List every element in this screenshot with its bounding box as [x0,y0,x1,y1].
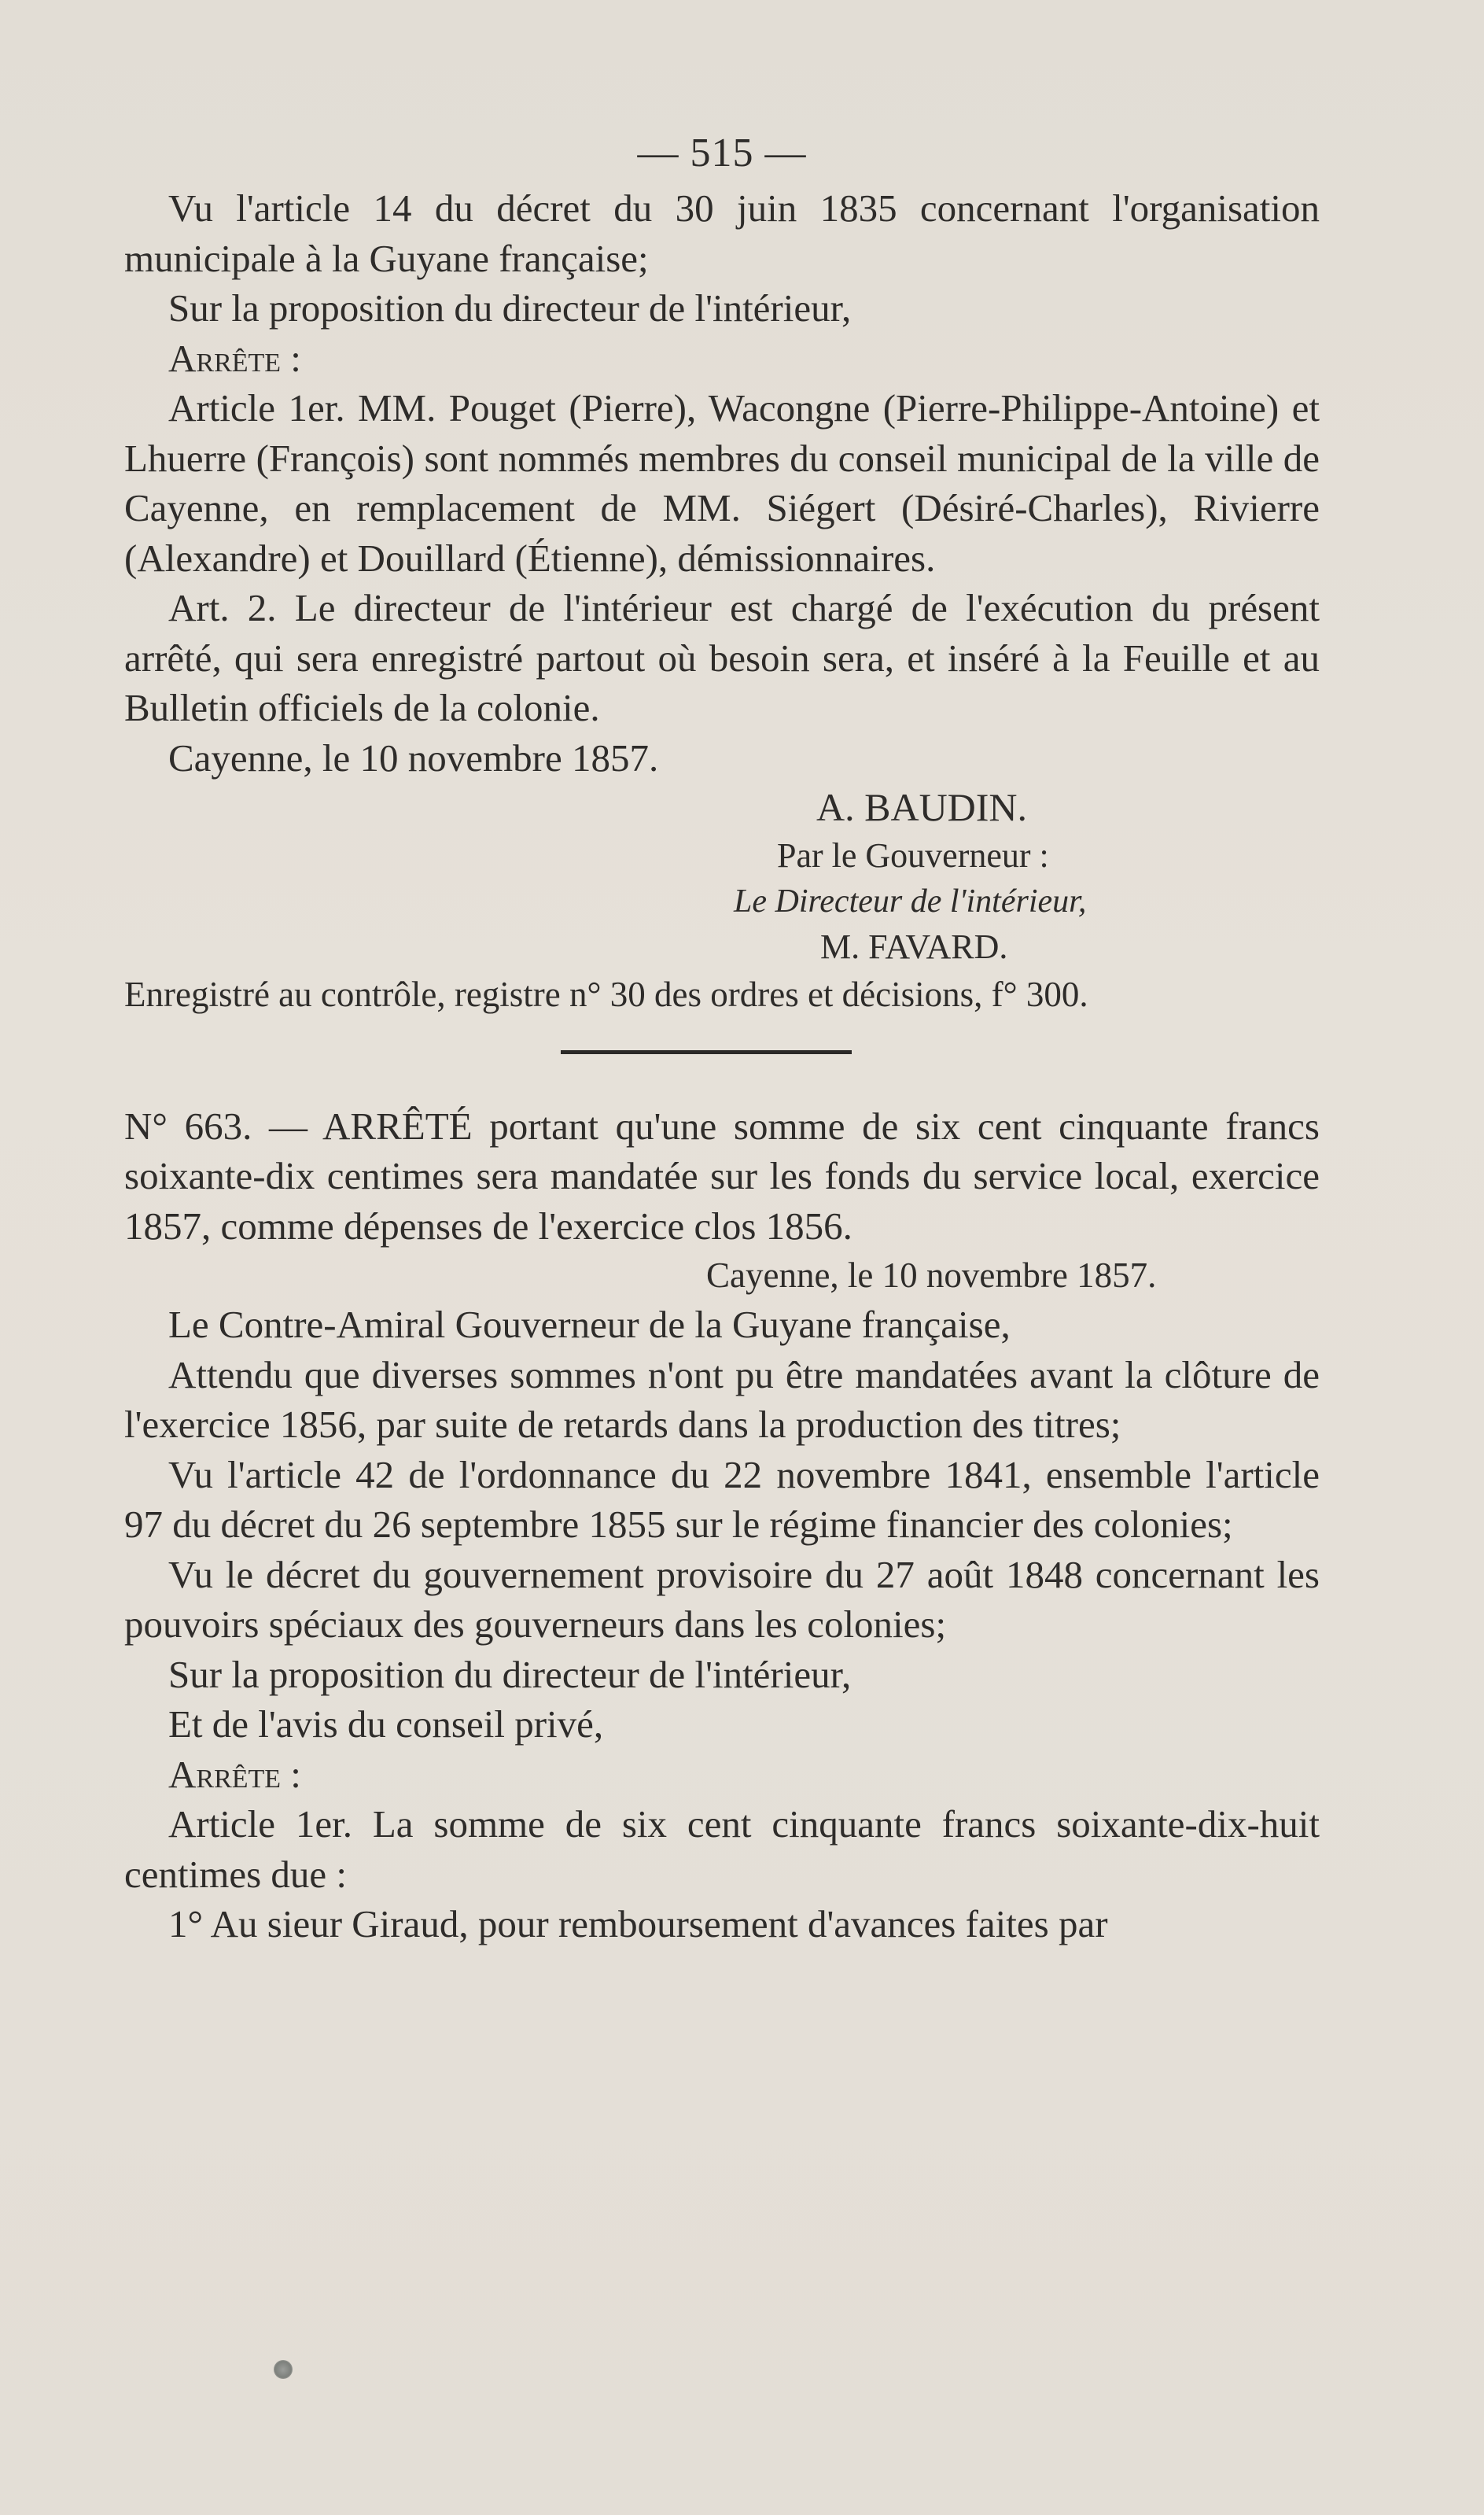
arrete-label-1: Arrête : [168,336,301,380]
section-divider [561,1050,852,1054]
paragraph-vu-decret-1848: Vu le décret du gouvernement provisoire du 27 août 1848 concernant les pouvoirs spéciaux des gouverneurs dans les colonies; [124,1552,1320,1646]
article-1-second-act: Article 1er. La somme de six cent cinquante francs soixante-dix-huit centimes due : [124,1802,1320,1896]
page-number: — 515 — [637,131,807,175]
director-name: M. FAVARD. [820,927,1008,966]
ink-blot-mark [274,2360,293,2379]
signature-baudin: A. BAUDIN. [816,785,1028,829]
paragraph-vu-article-14: Vu l'article 14 du décret du 30 juin 1835 concernant l'organisation municipale à la Guyane française; [124,186,1320,280]
paragraph-vu-article-42: Vu l'article 42 de l'ordonnance du 22 novembre 1841, ensemble l'article 97 du décret du 26 septembre 1855 sur le régime financier des colonies; [124,1452,1320,1546]
paragraph-contre-amiral: Le Contre-Amiral Gouverneur de la Guyane française, [168,1303,1011,1346]
place-date-first-act: Cayenne, le 10 novembre 1857. [168,736,659,780]
act-663-dateline: Cayenne, le 10 novembre 1857. [706,1256,1157,1295]
par-le-gouverneur: Par le Gouverneur : [777,835,1049,875]
paragraph-attendu: Attendu que diverses sommes n'ont pu être mandatées avant la clôture de l'exercice 1856, par suite de retards dans la production des titres; [124,1352,1320,1446]
page-content [124,130,1320,1949]
director-title: Le Directeur de l'intérieur, [734,883,1087,920]
article-1-first-act: Article 1er. MM. Pouget (Pierre), Wacongne (Pierre-Philippe-Antoine) et Lhuerre (François) sont nommés membres du conseil municipal de la ville de Cayenne, en remplacement de MM. Siégert (Désiré-Charles), Rivierre (Alexandre) et Douillard (Étienne), démissionnaires. [124,386,1320,580]
paragraph-avis-conseil: Et de l'avis du conseil privé, [168,1702,604,1746]
paragraph-sur-proposition-2: Sur la proposition du directeur de l'intérieur, [168,1652,852,1696]
arrete-label-2: Arrête : [168,1752,301,1796]
registration-note: Enregistré au contrôle, registre n° 30 des ordres et décisions, f° 300. [124,974,1088,1014]
item-1-giraud: 1° Au sieur Giraud, pour remboursement d'avances faites par [168,1902,1108,1945]
act-663-title: N° 663. — ARRÊTÉ portant qu'une somme de six cent cinquante francs soixante-dix centimes sera mandatée sur les fonds du service local, exercice 1857, comme dépenses de l'exercice clos 1856. [124,1104,1320,1248]
article-2-first-act: Art. 2. Le directeur de l'intérieur est chargé de l'exécution du présent arrêté, qui sera enregistré partout où besoin sera, et inséré à la Feuille et au Bulletin officiels de la colonie. [124,586,1320,729]
paragraph-sur-proposition: Sur la proposition du directeur de l'intérieur, [168,286,852,330]
